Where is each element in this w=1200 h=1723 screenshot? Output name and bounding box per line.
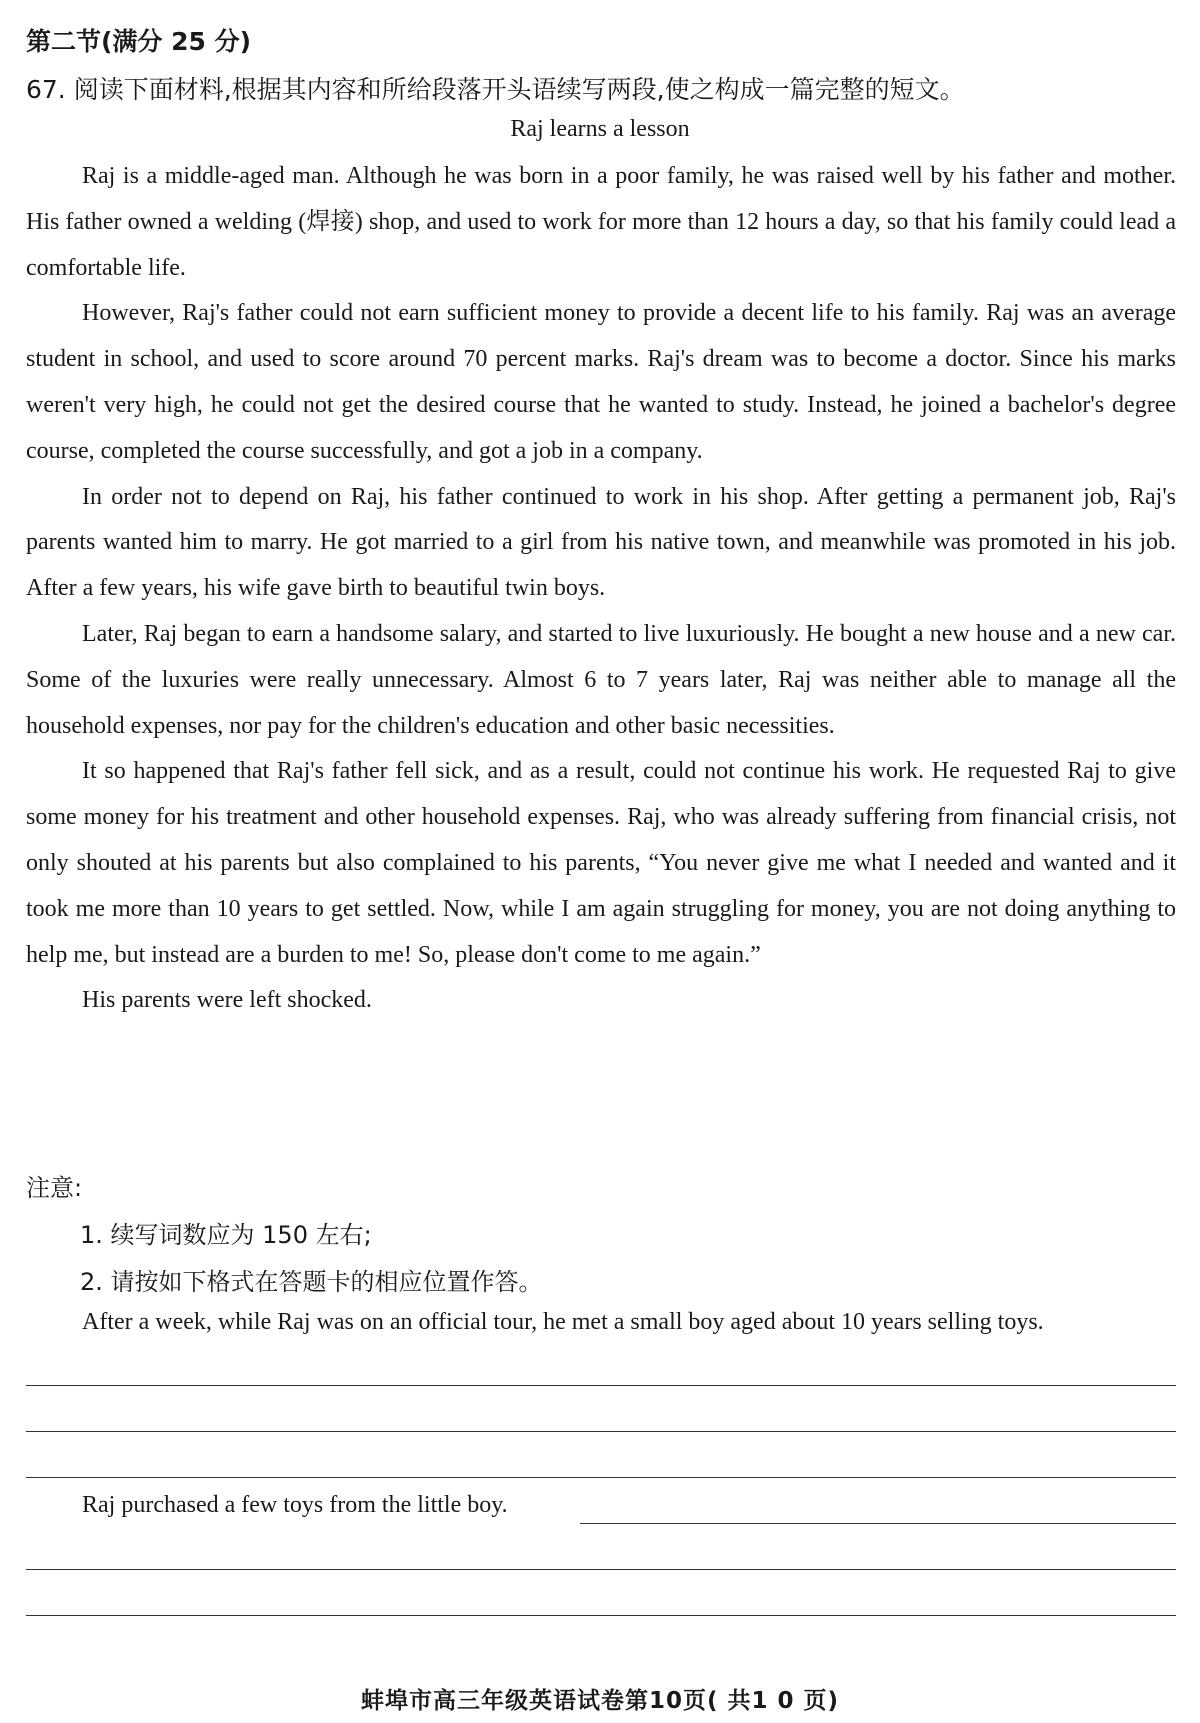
paragraph-prompt-2: Raj purchased a few toys from the little boy. (82, 1492, 508, 1518)
page-footer: 蚌埠市高三年级英语试卷第10页( 共1 0 页) (360, 1688, 840, 1714)
story-paragraph: However, Raj's father could not earn sufficient money to provide a decent life to his family. Raj was an average student in school, and used to score around 70 percent marks. Raj's dream was to become a doctor. Since his marks weren't very high, he could not get the desired course that he wanted to study. Instead, he joined a bachelor's degree course, completed the course successfully, and got a job in a company. (26, 300, 1176, 464)
note-item: 2. 请按如下格式在答题卡的相应位置作答。 (80, 1268, 543, 1296)
story-title: Raj learns a lesson (510, 116, 690, 142)
answer-line[interactable] (580, 1523, 1176, 1524)
answer-line[interactable] (26, 1477, 1176, 1478)
story-paragraph: Later, Raj began to earn a handsome salary, and started to live luxuriously. He bought a new house and a new car. Some of the luxuries were really unnecessary. Almost 6 to 7 years later, Raj was neither able to manage all the household expenses, nor pay for the children's education and other basic necessities. (26, 620, 1176, 739)
section-heading: 第二节(满分 25 分) (26, 27, 252, 56)
story-body (26, 154, 1176, 1024)
answer-line[interactable] (26, 1569, 1176, 1570)
task-instruction: 67. 阅读下面材料,根据其内容和所给段落开头语续写两段,使之构成一篇完整的短文。 (26, 75, 965, 104)
notes-heading: 注意: (26, 1174, 83, 1202)
story-paragraph: His parents were left shocked. (82, 987, 372, 1014)
answer-line[interactable] (26, 1431, 1176, 1432)
note-item: 1. 续写词数应为 150 左右; (80, 1221, 372, 1249)
story-paragraph: In order not to depend on Raj, his father continued to work in his shop. After getting a permanent job, Raj's parents wanted him to marry. He got married to a girl from his native town, and meanwhile was promoted in his job. After a few years, his wife gave birth to beautiful twin boys. (26, 483, 1176, 602)
story-paragraph: Raj is a middle-aged man. Although he was born in a poor family, he was raised well by his father and mother. His father owned a welding (焊接) shop, and used to work for more than 12 hours a day, so that his family could lead a comfortable life. (26, 163, 1176, 281)
answer-line[interactable] (26, 1615, 1176, 1616)
answer-line[interactable] (26, 1385, 1176, 1386)
story-paragraph: It so happened that Raj's father fell sick, and as a result, could not continue his work. He requested Raj to give some money for his treatment and other household expenses. Raj, who was already suffering from financial crisis, not only shouted at his parents but also complained to his parents, “You never give me what I needed and wanted and it took me more than 10 years to get settled. Now, while I am again struggling for money, you are not doing anything to help me, but instead are a burden to me! So, please don't come to me again.” (26, 758, 1176, 968)
paragraph-prompt-1: After a week, while Raj was on an official tour, he met a small boy aged about 10 years selling toys. (82, 1309, 1044, 1335)
